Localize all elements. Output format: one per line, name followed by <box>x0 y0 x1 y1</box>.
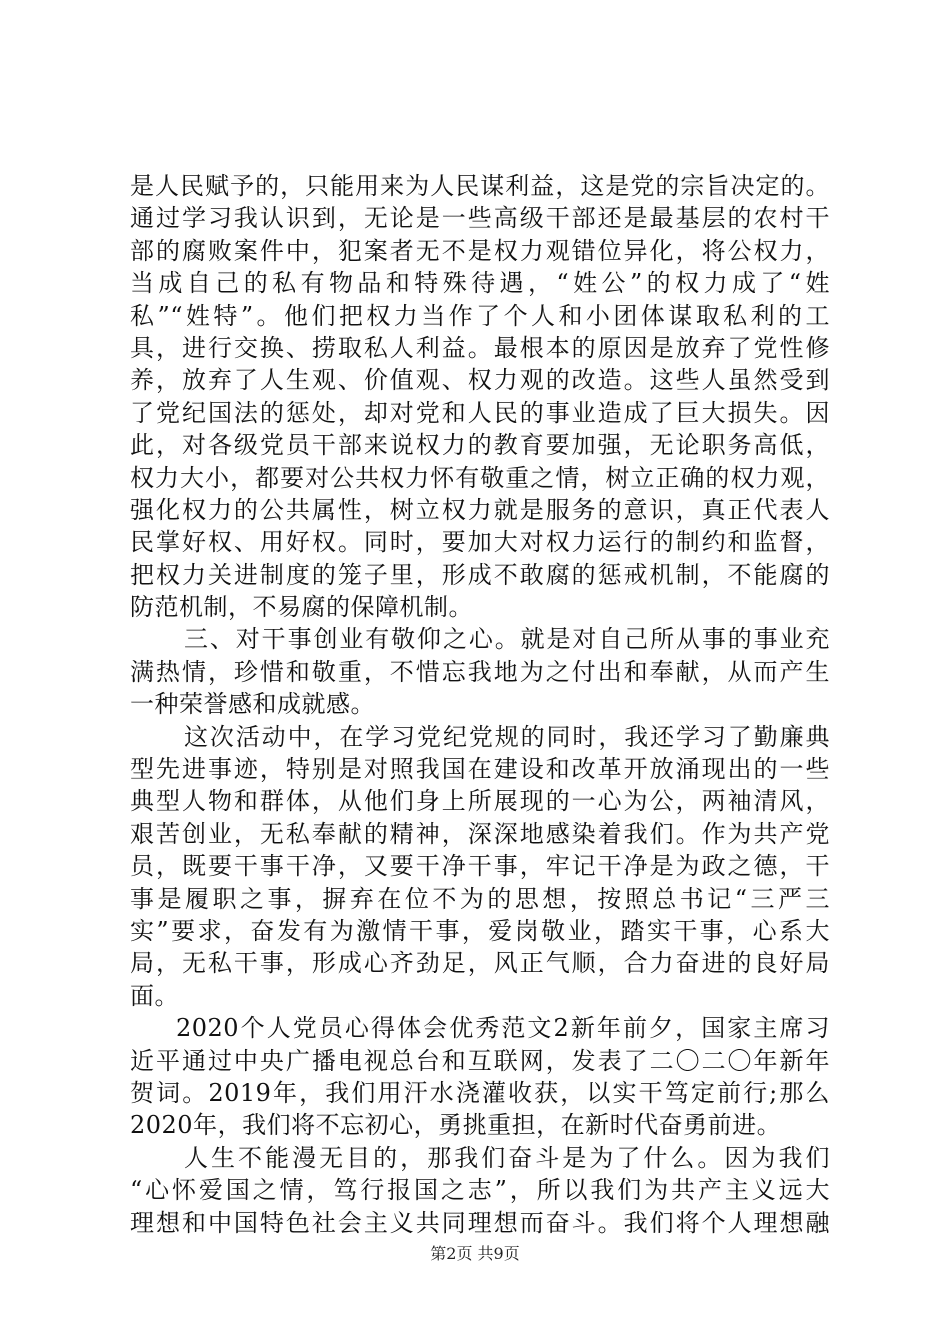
text-line-32: “心怀爱国之情，笃行报国之志”，所以我们为共产主义远大 <box>130 1176 830 1205</box>
text-line-33: 理想和中国特色社会主义共同理想而奋斗。我们将个人理想融 <box>130 1208 830 1237</box>
text-line-20: 典型人物和群体，从他们身上所展现的一心为公，两袖清风， <box>130 787 830 816</box>
text-line-30: 2020年，我们将不忘初心，勇挑重担，在新时代奋勇前进。 <box>130 1111 782 1140</box>
page-number-footer: 第2页 共9页 <box>430 1244 520 1263</box>
text-line-15: 三、对干事创业有敬仰之心。就是对自己所从事的事业充 <box>184 625 830 654</box>
text-line-6: 具，进行交换、捞取私人利益。最根本的原因是放弃了党性修 <box>130 333 830 362</box>
text-line-13: 把权力关进制度的笼子里，形成不敢腐的惩戒机制，不能腐的 <box>130 560 830 589</box>
text-line-4: 当成自己的私有物品和特殊待遇，“姓公”的权力成了“姓 <box>130 269 830 298</box>
text-line-27: 2020个人党员心得体会优秀范文2新年前夕，国家主席习 <box>176 1014 830 1043</box>
text-line-3: 部的腐败案件中，犯案者无不是权力观错位异化，将公权力， <box>130 236 830 265</box>
text-line-5: 私”“姓特”。他们把权力当作了个人和小团体谋取私利的工 <box>130 301 830 330</box>
text-line-12: 民掌好权、用好权。同时，要加大对权力运行的制约和监督， <box>130 528 830 557</box>
text-line-7: 养，放弃了人生观、价值观、权力观的改造。这些人虽然受到 <box>130 366 830 395</box>
text-line-28: 近平通过中央广播电视总台和互联网，发表了二〇二〇年新年 <box>130 1046 830 1075</box>
text-line-29: 贺词。2019年，我们用汗水浇灌收获，以实干笃定前行;那么 <box>130 1078 830 1107</box>
text-line-23: 事是履职之事，摒弃在位不为的思想，按照总书记“三严三 <box>130 884 830 913</box>
text-line-16: 满热情，珍惜和敬重，不惜忘我地为之付出和奉献，从而产生 <box>130 657 830 686</box>
text-line-14: 防范机制，不易腐的保障机制。 <box>130 593 473 622</box>
text-line-21: 艰苦创业，无私奉献的精神，深深地感染着我们。作为共产党 <box>130 819 830 848</box>
text-line-31: 人生不能漫无目的，那我们奋斗是为了什么。因为我们 <box>184 1143 830 1172</box>
text-line-11: 强化权力的公共属性，树立权力就是服务的意识，真正代表人 <box>130 495 830 524</box>
text-line-10: 权力大小，都要对公共权力怀有敬重之情，树立正确的权力观， <box>130 463 830 492</box>
text-line-18: 这次活动中，在学习党纪党规的同时，我还学习了勤廉典 <box>184 722 830 751</box>
document-body <box>130 170 830 1239</box>
text-line-1: 是人民赋予的，只能用来为人民谋利益，这是党的宗旨决定的。 <box>130 172 830 200</box>
text-line-25: 局，无私干事，形成心齐劲足，风正气顺，合力奋进的良好局 <box>130 949 830 978</box>
text-line-9: 此，对各级党员干部来说权力的教育要加强，无论职务高低， <box>130 431 830 460</box>
text-line-24: 实”要求，奋发有为激情干事，爱岗敬业，踏实干事，心系大 <box>130 916 830 945</box>
text-line-17: 一种荣誉感和成就感。 <box>130 690 375 719</box>
text-line-22: 员，既要干事干净，又要干净干事，牢记干净是为政之德，干 <box>130 852 830 881</box>
text-line-2: 通过学习我认识到，无论是一些高级干部还是最基层的农村干 <box>130 204 830 233</box>
text-line-19: 型先进事迹，特别是对照我国在建设和改革开放涌现出的一些 <box>130 755 830 784</box>
text-line-26: 面。 <box>130 981 179 1010</box>
text-line-8: 了党纪国法的惩处，却对党和人民的事业造成了巨大损失。因 <box>130 398 830 427</box>
